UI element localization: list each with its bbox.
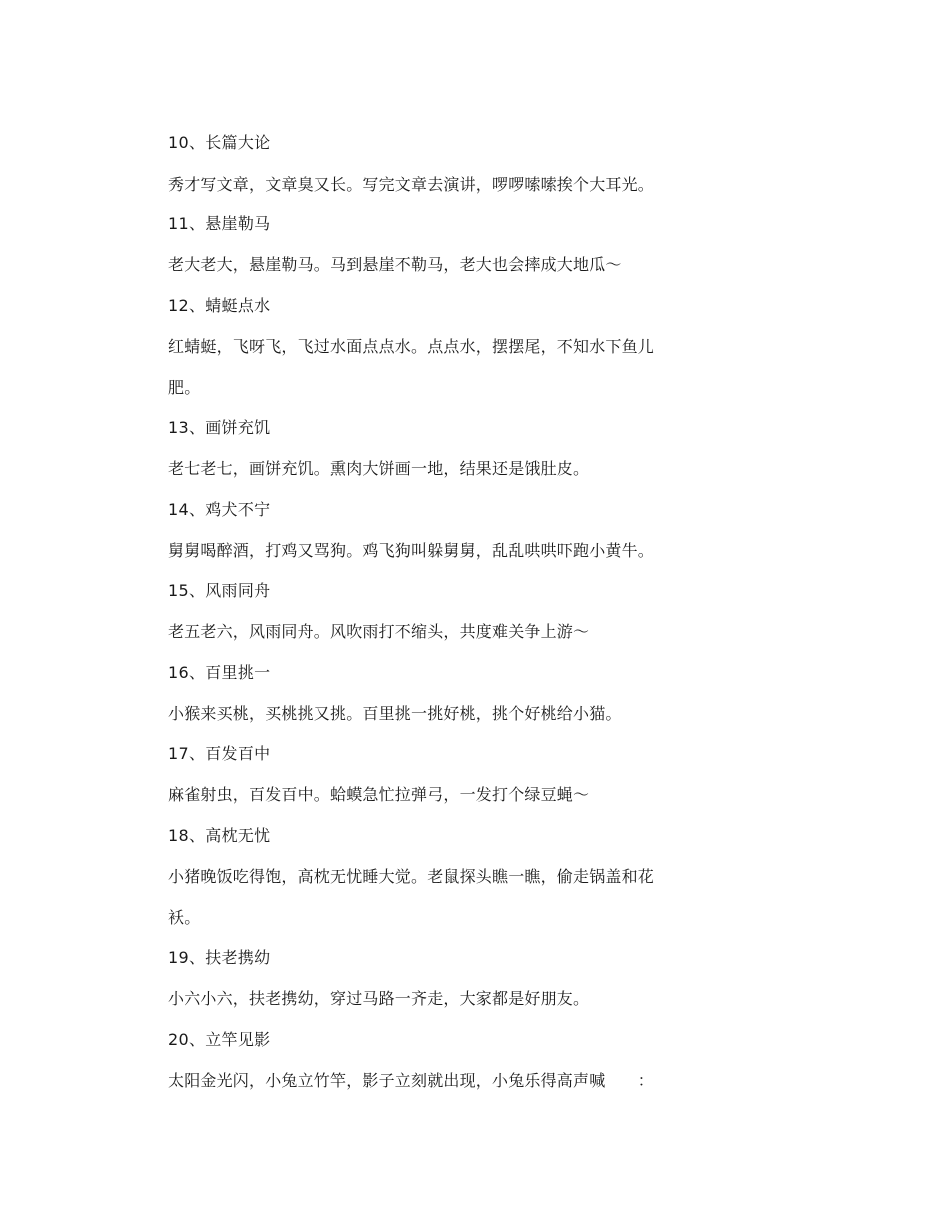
entry-10-title: 10、长篇大论 xyxy=(168,133,271,152)
entry-17-text: 麻雀射虫，百发百中。蛤蟆急忙拉弹弓，一发打个绿豆蝇～ xyxy=(168,785,590,804)
entry-18-title: 18、高枕无忧 xyxy=(168,826,271,845)
entry-12-text-line1: 红蜻蜓，飞呀飞，飞过水面点点水。点点水，摆摆尾，不知水下鱼儿 xyxy=(168,337,655,356)
entry-16-text: 小猴来买桃，买桃挑又挑。百里挑一挑好桃，挑个好桃给小猫。 xyxy=(168,704,622,723)
entry-15-text: 老五老六，风雨同舟。风吹雨打不缩头，共度难关争上游～ xyxy=(168,622,590,641)
entry-15-title: 15、风雨同舟 xyxy=(168,581,271,600)
entry-20-text: 太阳金光闪，小兔立竹竿，影子立刻就出现，小兔乐得高声喊 ： xyxy=(168,1071,655,1090)
entry-12-text-line2: 肥。 xyxy=(168,378,201,397)
entry-14-text: 舅舅喝醉酒，打鸡又骂狗。鸡飞狗叫躲舅舅，乱乱哄哄吓跑小黄牛。 xyxy=(168,541,655,560)
entry-13-title: 13、画饼充饥 xyxy=(168,418,271,437)
entry-11-text: 老大老大，悬崖勒马。马到悬崖不勒马，老大也会摔成大地瓜～ xyxy=(168,255,622,274)
entry-19-title: 19、扶老携幼 xyxy=(168,948,271,967)
entry-17-title: 17、百发百中 xyxy=(168,744,271,763)
entry-20-title: 20、立竿见影 xyxy=(168,1030,271,1049)
entry-13-text: 老七老七，画饼充饥。熏肉大饼画一地，结果还是饿肚皮。 xyxy=(168,459,590,478)
entry-19-text: 小六小六，扶老携幼，穿过马路一齐走，大家都是好朋友。 xyxy=(168,989,590,1008)
entry-14-title: 14、鸡犬不宁 xyxy=(168,500,271,519)
entry-18-text-line2: 袄。 xyxy=(168,908,201,927)
entry-11-title: 11、悬崖勒马 xyxy=(168,214,271,233)
entry-16-title: 16、百里挑一 xyxy=(168,663,271,682)
entry-12-title: 12、蜻蜓点水 xyxy=(168,296,271,315)
entry-10-text: 秀才写文章，文章臭又长。写完文章去演讲，啰啰嗦嗦挨个大耳光。 xyxy=(168,175,655,194)
entry-18-text-line1: 小猪晚饭吃得饱，高枕无忧睡大觉。老鼠探头瞧一瞧，偷走锅盖和花 xyxy=(168,867,655,886)
